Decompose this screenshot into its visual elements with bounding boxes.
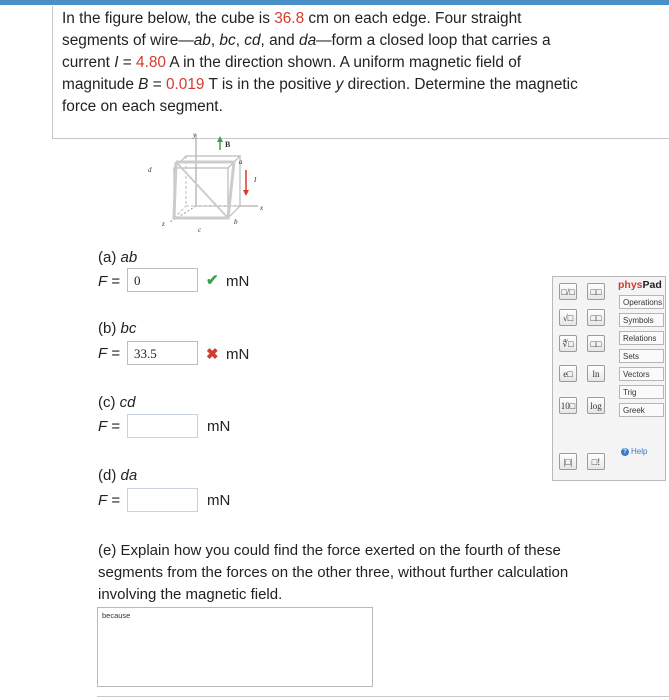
part-c-unit: mN [207, 418, 231, 435]
figure-z-label: z [162, 220, 165, 228]
figure-b-vec: B [225, 140, 231, 149]
problem-statement: In the figure below, the cube is 36.8 cm on each edge. Four straight segments of wire—ab, bc, cd, and da—form a closed loop that carries a current I = 4.80 A in the direction shown. A uniform magnetic field of magnitude B = 0.019 T is in the positive y direction. Determine the magnetic force on each segment. [62, 10, 578, 115]
part-d-equation: F = [98, 492, 121, 509]
part-b-equation: F = [98, 345, 121, 362]
physpad-title: physPad [618, 279, 662, 291]
figure-c-label: c [198, 226, 202, 234]
part-e-prompt: (e) Explain how you could find the force exerted on the fourth of these segments from the forces on the other three, without further calculation involving the magnetic field. [98, 542, 569, 603]
part-b-answer-input[interactable]: 33.5 [127, 341, 198, 365]
figure-x-label: x [260, 204, 264, 212]
part-b-label: (b) bc [98, 320, 137, 337]
part-b-unit: mN [226, 346, 250, 363]
figure-d-label: d [148, 166, 152, 174]
log-button[interactable]: log [587, 397, 605, 414]
part-c-label: (c) cd [98, 394, 136, 411]
part-e-answer-textarea[interactable]: because [97, 607, 373, 687]
tab-symbols[interactable]: Symbols [619, 313, 664, 327]
fraction-button[interactable]: □/□ [559, 283, 577, 300]
part-a-equation: F = [98, 273, 121, 290]
tab-sets[interactable]: Sets [619, 349, 664, 363]
divider [97, 696, 669, 697]
cross-icon: ✖ [206, 346, 219, 363]
factorial-button[interactable]: □! [587, 453, 605, 470]
part-d-answer-input[interactable] [127, 488, 198, 512]
ten-power-button[interactable]: 10□ [559, 397, 577, 414]
tab-operations[interactable]: Operations [619, 295, 664, 309]
cube-figure [136, 126, 276, 236]
part-c-equation: F = [98, 418, 121, 435]
figure-y-label: y [193, 131, 197, 139]
subscript-button[interactable]: □□ [587, 309, 605, 326]
check-icon: ✔ [206, 272, 219, 289]
part-a-unit: mN [226, 273, 250, 290]
part-a-answer-input[interactable]: 0 [127, 268, 198, 292]
current-value: 4.80 [136, 54, 166, 71]
superscript-button[interactable]: □□ [587, 283, 605, 300]
part-a-label: (a) ab [98, 249, 138, 266]
tab-vectors[interactable]: Vectors [619, 367, 664, 381]
sqrt-button[interactable]: √□ [559, 309, 577, 326]
ln-button[interactable]: ln [587, 365, 605, 382]
tab-relations[interactable]: Relations [619, 331, 664, 345]
help-link[interactable]: ? Help [621, 447, 647, 456]
sub-superscript-button[interactable]: □□ [587, 335, 605, 352]
edge-value: 36.8 [274, 10, 305, 27]
tab-trig[interactable]: Trig [619, 385, 664, 399]
figure-a-label: a [239, 158, 243, 166]
exp-button[interactable]: e□ [559, 365, 577, 382]
figure-b-label: b [234, 218, 238, 226]
top-accent-bar [0, 0, 669, 5]
physpad-panel [552, 276, 666, 481]
tab-greek[interactable]: Greek [619, 403, 664, 417]
help-icon: ? [621, 448, 629, 456]
nth-root-button[interactable]: ∜□ [559, 335, 577, 352]
figure-current-label: I [254, 176, 257, 184]
part-d-unit: mN [207, 492, 231, 509]
part-d-label: (d) da [98, 467, 138, 484]
part-c-answer-input[interactable] [127, 414, 198, 438]
abs-button[interactable]: |□| [559, 453, 577, 470]
field-value: 0.019 [165, 76, 205, 93]
